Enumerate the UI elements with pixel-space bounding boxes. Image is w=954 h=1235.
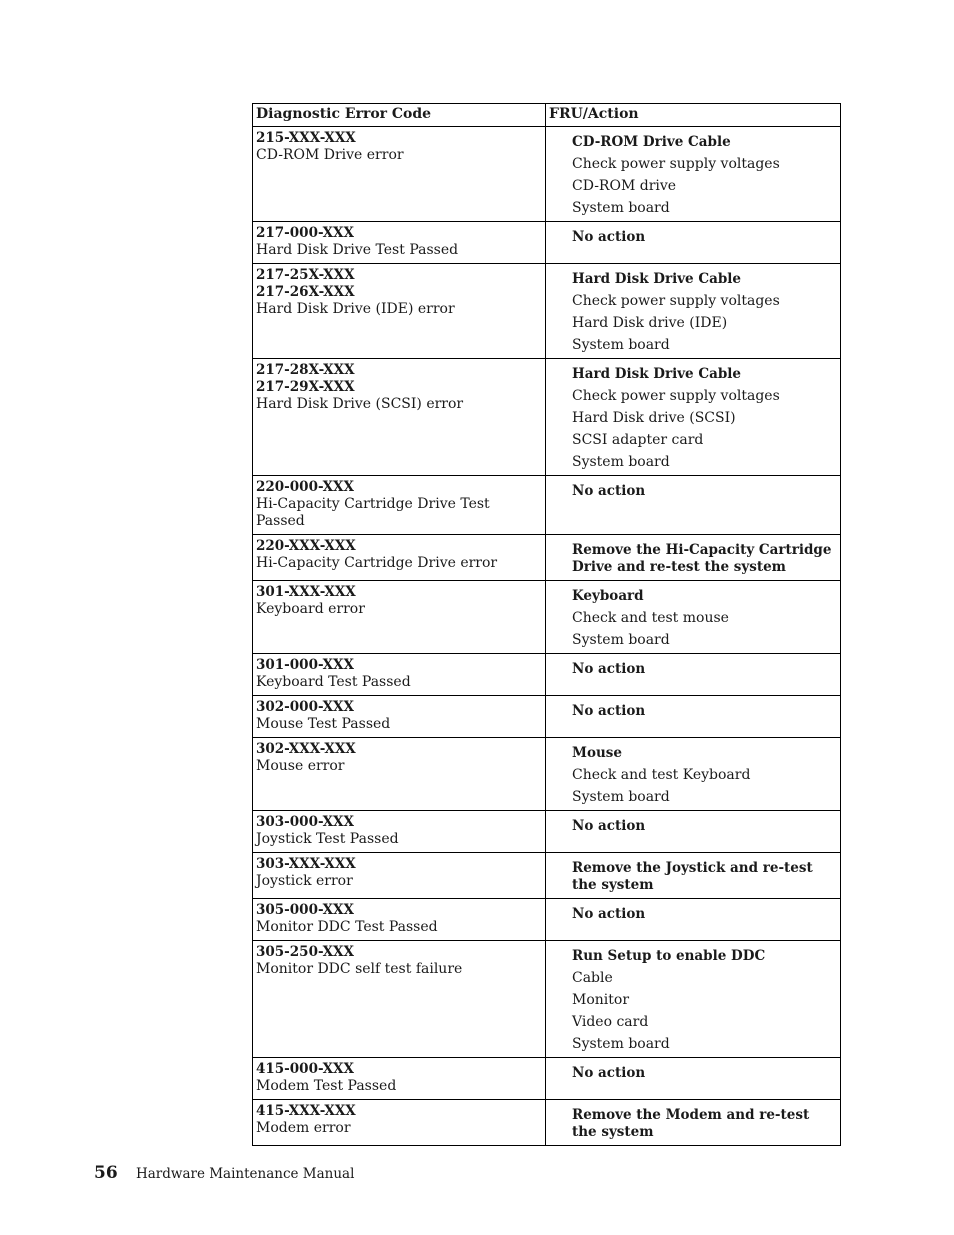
fru-action-cell [546,941,841,1058]
fru-action-item: Check power supply voltages [572,156,780,172]
error-code: 415-000-XXX [256,1061,355,1077]
fru-action-item: Monitor [572,992,630,1008]
page-footer [94,1163,354,1183]
manual-title: Hardware Maintenance Manual [135,1166,355,1182]
table-row [253,127,841,222]
error-description: Hard Disk Drive Test Passed [256,242,459,258]
error-description: Hard Disk Drive (SCSI) error [256,396,464,412]
fru-action-item: Remove the Hi-Capacity Cartridge Drive and re-test the system [572,542,832,575]
fru-action-cell [546,899,841,941]
fru-action-cell [546,127,841,222]
table-row [253,738,841,811]
error-description: CD-ROM Drive error [256,147,404,163]
table-row [253,811,841,853]
table-row [253,1100,841,1146]
error-description: Modem Test Passed [256,1078,397,1094]
fru-action-item: System board [572,789,670,805]
table-row [253,359,841,476]
fru-action-cell [546,654,841,696]
error-code: 303-XXX-XXX [256,856,356,872]
error-code-cell [253,899,546,941]
fru-action-item: Run Setup to enable DDC [572,948,766,964]
error-code-cell [253,535,546,581]
table-row [253,476,841,535]
fru-action-item: No action [572,661,646,677]
fru-action-cell [546,738,841,811]
table-header-row [253,104,841,127]
fru-action-item: Remove the Joystick and re-test the system [572,860,813,893]
fru-action-item: Cable [572,970,613,986]
error-description: Hi-Capacity Cartridge Drive error [256,555,498,571]
fru-action-item: Check power supply voltages [572,388,780,404]
fru-action-item: No action [572,703,646,719]
fru-action-item: System board [572,337,670,353]
error-code: 305-250-XXX [256,944,355,960]
diagnostic-error-table [252,103,841,1146]
fru-action-item: Hard Disk drive (SCSI) [572,410,736,426]
table-row [253,696,841,738]
error-code: 303-000-XXX [256,814,355,830]
fru-action-item: Keyboard [572,588,644,604]
table-row [253,264,841,359]
fru-action-cell [546,581,841,654]
fru-action-item: CD-ROM drive [572,178,677,194]
error-code-cell [253,581,546,654]
fru-action-cell [546,264,841,359]
header-fru-action: FRU/Action [546,104,841,127]
fru-action-item: Check and test mouse [572,610,729,626]
fru-action-item: CD-ROM Drive Cable [572,134,731,150]
table-row [253,222,841,264]
error-code: 217-25X-XXX [256,267,355,283]
error-code: 217-000-XXX [256,225,355,241]
error-description: Keyboard error [256,601,365,617]
error-description: Mouse error [256,758,345,774]
fru-action-item: System board [572,200,670,216]
fru-action-item: System board [572,632,670,648]
error-code-cell [253,654,546,696]
error-code: 220-000-XXX [256,479,355,495]
error-description: Mouse Test Passed [256,716,391,732]
error-code-cell [253,476,546,535]
error-code: 301-XXX-XXX [256,584,356,600]
error-code-cell [253,941,546,1058]
error-description: Monitor DDC Test Passed [256,919,438,935]
fru-action-cell [546,1100,841,1146]
fru-action-item: No action [572,229,646,245]
fru-action-item: No action [572,483,646,499]
fru-action-item: Video card [572,1014,649,1030]
table-row [253,581,841,654]
fru-action-item: Hard Disk Drive Cable [572,271,741,287]
fru-action-cell [546,476,841,535]
table-row [253,654,841,696]
error-description: Hi-Capacity Cartridge Drive Test Passed [256,496,490,529]
fru-action-item: SCSI adapter card [572,432,704,448]
fru-action-item: System board [572,454,670,470]
fru-action-cell [546,222,841,264]
fru-action-item: System board [572,1036,670,1052]
error-code-cell [253,1100,546,1146]
fru-action-item: Check and test Keyboard [572,767,751,783]
error-code-cell [253,222,546,264]
error-description: Hard Disk Drive (IDE) error [256,301,455,317]
error-code-cell [253,264,546,359]
fru-action-item: No action [572,1065,646,1081]
error-code-cell [253,359,546,476]
error-code-cell [253,696,546,738]
error-code: 305-000-XXX [256,902,355,918]
table-row [253,535,841,581]
fru-action-item: Mouse [572,745,622,761]
error-code: 215-XXX-XXX [256,130,356,146]
error-code: 217-28X-XXX [256,362,355,378]
error-code-cell [253,811,546,853]
error-description: Joystick Test Passed [256,831,399,847]
table-row [253,853,841,899]
fru-action-cell [546,1058,841,1100]
fru-action-cell [546,811,841,853]
fru-action-item: Hard Disk Drive Cable [572,366,741,382]
table-body [253,127,841,1146]
error-description: Modem error [256,1120,351,1136]
error-code-cell [253,853,546,899]
fru-action-cell [546,359,841,476]
error-code-cell [253,127,546,222]
error-code: 220-XXX-XXX [256,538,356,554]
header-diagnostic-error-code: Diagnostic Error Code [253,104,546,127]
table-row [253,1058,841,1100]
error-description: Joystick error [256,873,353,889]
error-description: Keyboard Test Passed [256,674,411,690]
error-code: 415-XXX-XXX [256,1103,356,1119]
fru-action-cell [546,853,841,899]
table-row [253,941,841,1058]
error-code-cell [253,738,546,811]
error-code: 302-000-XXX [256,699,355,715]
fru-action-item: No action [572,818,646,834]
fru-action-item: Check power supply voltages [572,293,780,309]
error-code-cell [253,1058,546,1100]
error-code: 301-000-XXX [256,657,355,673]
table-row [253,899,841,941]
error-code: 302-XXX-XXX [256,741,356,757]
fru-action-cell [546,696,841,738]
error-description: Monitor DDC self test failure [256,961,463,977]
fru-action-cell [546,535,841,581]
error-code: 217-29X-XXX [256,379,355,395]
fru-action-item: No action [572,906,646,922]
fru-action-item: Hard Disk drive (IDE) [572,315,728,331]
page-number: 56 [94,1163,118,1183]
fru-action-item: Remove the Modem and re-test the system [572,1107,810,1140]
error-code: 217-26X-XXX [256,284,355,300]
